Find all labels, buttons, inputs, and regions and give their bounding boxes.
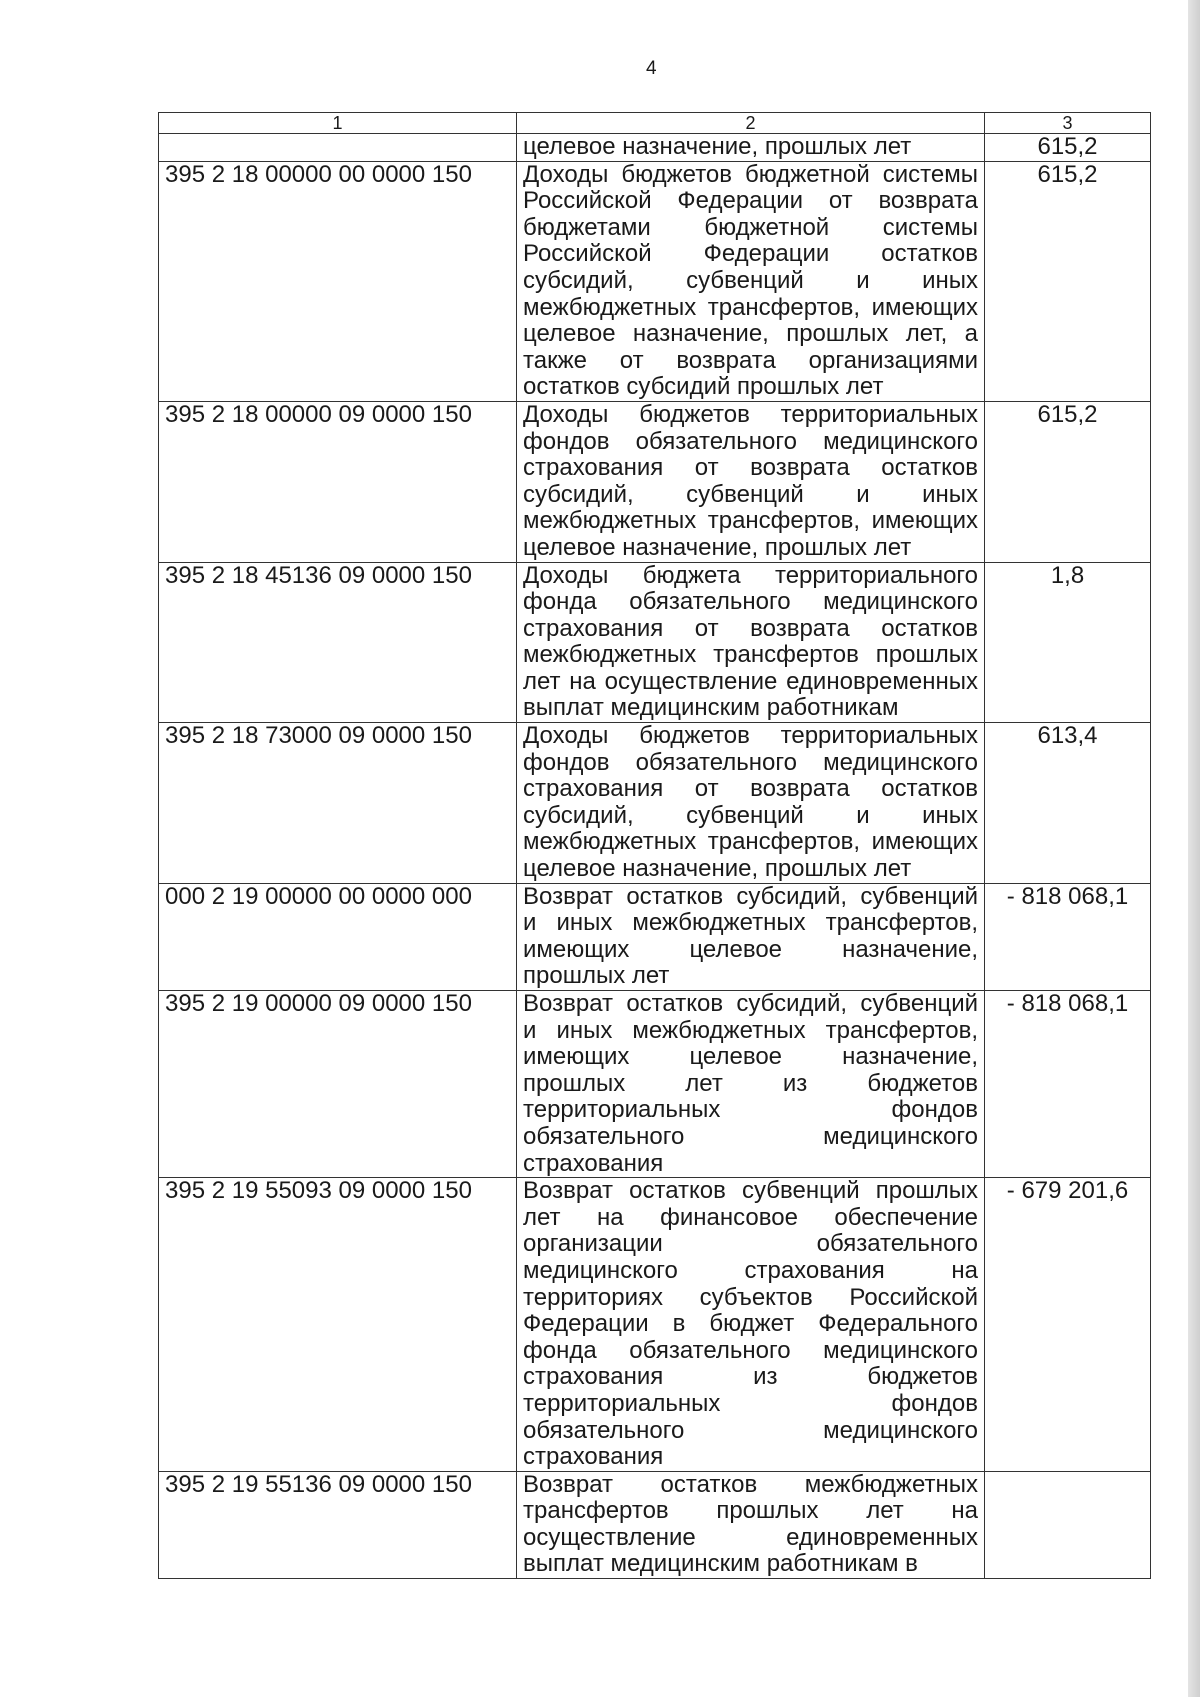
budget-code: 000 2 19 00000 00 0000 000 [159, 883, 517, 990]
budget-code: 395 2 18 73000 09 0000 150 [159, 723, 517, 884]
budget-amount: 615,2 [985, 161, 1151, 401]
budget-description: Возврат остатков субсидий, субвенций и иных межбюджетных трансфертов, имеющих целевое назначение, прошлых лет [517, 883, 985, 990]
budget-amount: - 818 068,1 [985, 991, 1151, 1178]
budget-code: 395 2 19 00000 09 0000 150 [159, 991, 517, 1178]
budget-description: Доходы бюджетов территориальных фондов обязательного медицинского страхования от возврата остатков субсидий, субвенций и иных межбюджетных трансфертов, имеющих целевое назначение, прошлых лет [517, 401, 985, 562]
budget-code [159, 134, 517, 162]
scan-edge [1188, 0, 1200, 1697]
budget-amount: 613,4 [985, 723, 1151, 884]
table-row [159, 991, 1151, 1178]
table-row [159, 134, 1151, 162]
budget-code: 395 2 18 00000 00 0000 150 [159, 161, 517, 401]
table-row [159, 1178, 1151, 1472]
budget-description: Доходы бюджетов бюджетной системы Российской Федерации от возврата бюджетами бюджетной системы Российской Федерации остатков субсидий, субвенций и иных межбюджетных трансфертов, имеющих целевое назначение, прошлых лет, а также от возврата организациями остатков субсидий прошлых лет [517, 161, 985, 401]
budget-description: Доходы бюджета территориального фонда обязательного медицинского страхования от возврата остатков межбюджетных трансфертов прошлых лет на осуществление единовременных выплат медицинским работникам [517, 562, 985, 723]
header-column-1: 1 [159, 113, 517, 134]
budget-amount: - 818 068,1 [985, 883, 1151, 990]
table-row [159, 883, 1151, 990]
budget-code: 395 2 19 55136 09 0000 150 [159, 1471, 517, 1578]
table-row [159, 562, 1151, 723]
budget-amount [985, 1471, 1151, 1578]
table-row [159, 401, 1151, 562]
table-header-row [159, 113, 1151, 134]
budget-description: Возврат остатков межбюджетных трансфертов прошлых лет на осуществление единовременных выплат медицинским работникам в [517, 1471, 985, 1578]
budget-amount: 615,2 [985, 401, 1151, 562]
budget-code: 395 2 18 00000 09 0000 150 [159, 401, 517, 562]
header-column-2: 2 [517, 113, 985, 134]
budget-description: целевое назначение, прошлых лет [517, 134, 985, 162]
budget-description: Возврат остатков субсидий, субвенций и иных межбюджетных трансфертов, имеющих целевое назначение, прошлых лет из бюджетов территориальных фондов обязательного медицинского страхования [517, 991, 985, 1178]
budget-description: Доходы бюджетов территориальных фондов обязательного медицинского страхования от возврата остатков субсидий, субвенций и иных межбюджетных трансфертов, имеющих целевое назначение, прошлых лет [517, 723, 985, 884]
table-row [159, 161, 1151, 401]
table-row [159, 1471, 1151, 1578]
budget-code: 395 2 18 45136 09 0000 150 [159, 562, 517, 723]
page-number: 4 [646, 58, 657, 79]
budget-amount: - 679 201,6 [985, 1178, 1151, 1472]
budget-amount: 615,2 [985, 134, 1151, 162]
header-column-3: 3 [985, 113, 1151, 134]
budget-revenue-table [158, 112, 1151, 1579]
table-row [159, 723, 1151, 884]
budget-description: Возврат остатков субвенций прошлых лет на финансовое обеспечение организации обязательного медицинского страхования на территориях субъектов Российской Федерации в бюджет Федерального фонда обязательного медицинского страхования из бюджетов территориальных фондов обязательного медицинского страхования [517, 1178, 985, 1472]
budget-amount: 1,8 [985, 562, 1151, 723]
budget-code: 395 2 19 55093 09 0000 150 [159, 1178, 517, 1472]
